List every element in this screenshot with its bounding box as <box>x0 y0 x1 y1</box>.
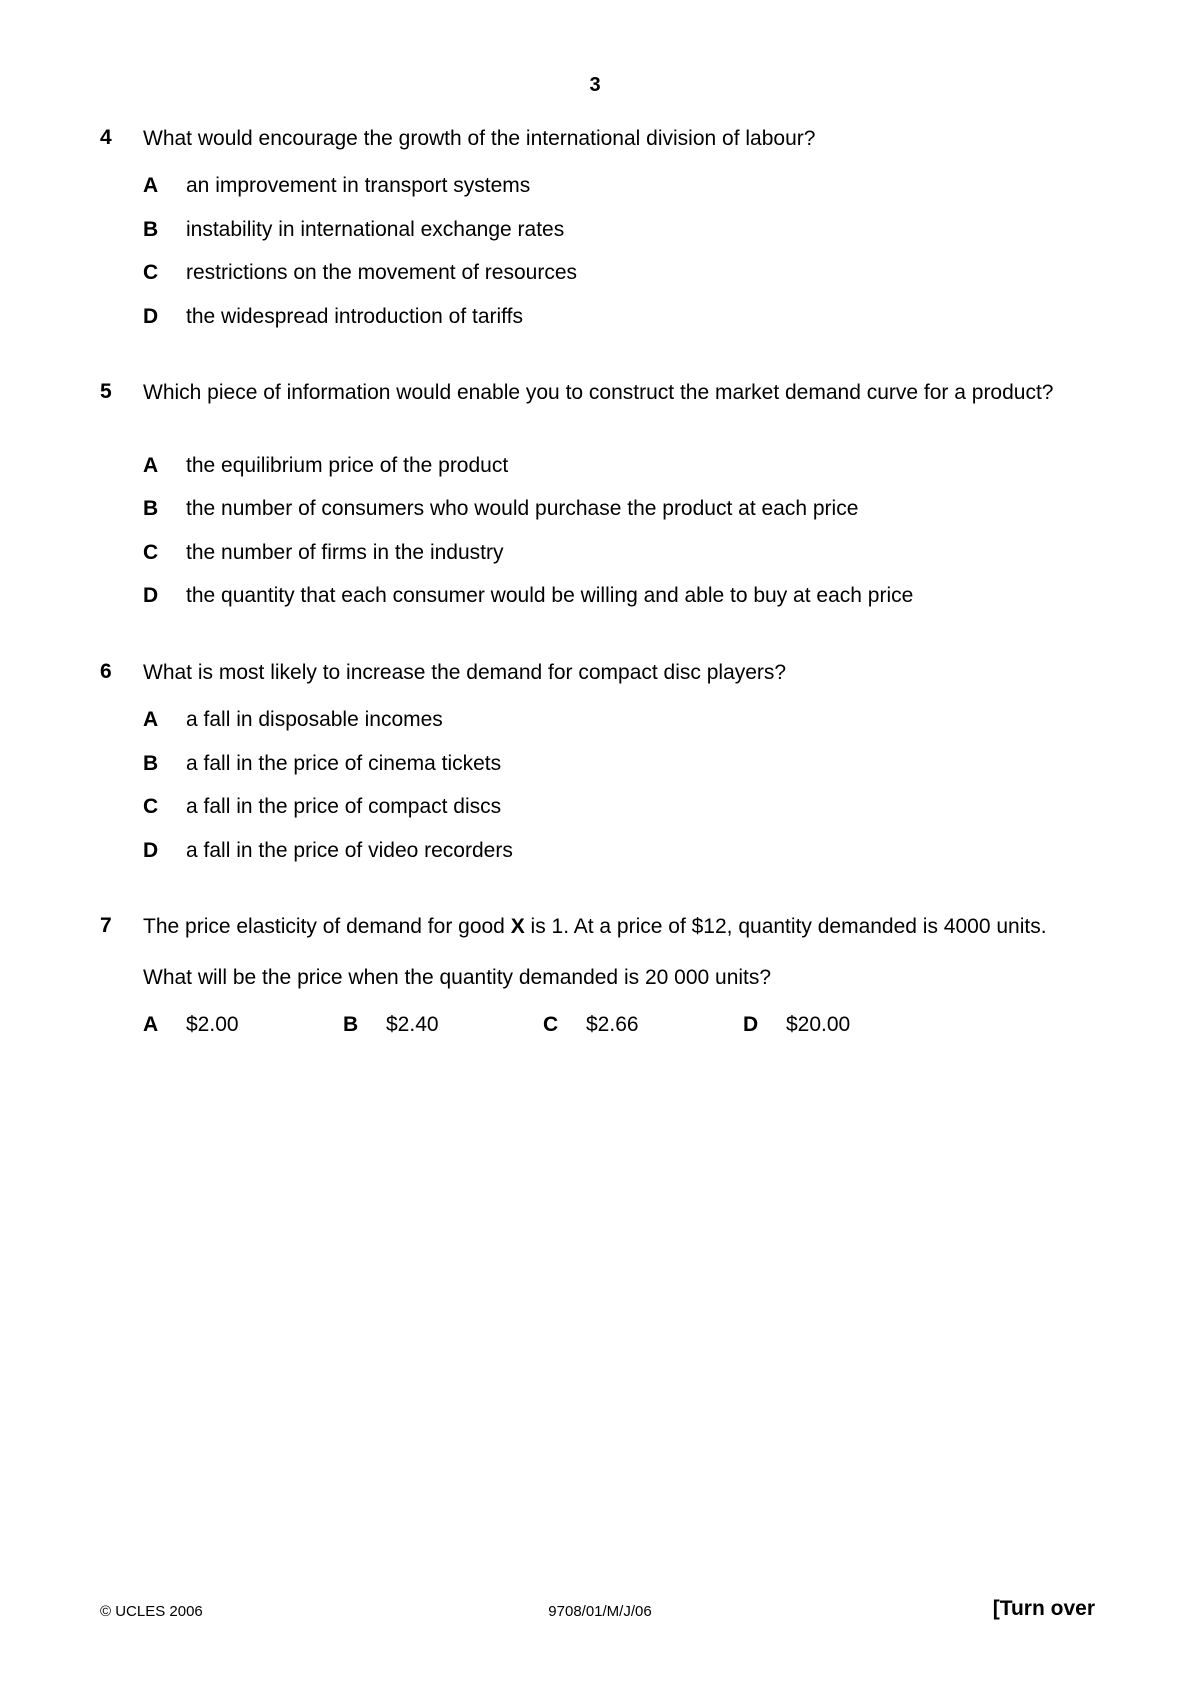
option-letter: A <box>143 174 159 197</box>
option-text: instability in international exchange rates <box>186 218 565 241</box>
option-letter: A <box>143 1013 159 1036</box>
option-text: a fall in the price of compact discs <box>186 795 502 818</box>
option-text: an improvement in transport systems <box>186 174 531 197</box>
option-letter: D <box>143 839 159 862</box>
option-letter: D <box>143 584 159 607</box>
stem-text: is 1. At a price of $12, quantity demanded is 4000 units. <box>524 915 1047 938</box>
question-stem: What would encourage the growth of the international division of labour? <box>143 127 816 150</box>
option-text: the widespread introduction of tariffs <box>186 305 523 328</box>
stem-text: The price elasticity of demand for good <box>143 915 511 938</box>
option-letter: A <box>143 708 159 731</box>
option-text: $20.00 <box>786 1013 851 1036</box>
question-number: 5 <box>100 380 112 403</box>
good-label: X <box>510 915 525 938</box>
question-number: 7 <box>100 914 112 937</box>
question-stem: What is most likely to increase the demand for compact disc players? <box>143 661 787 684</box>
option-letter: B <box>143 218 159 241</box>
turn-over-label: [Turn over <box>992 1597 1095 1620</box>
option-text: $2.00 <box>186 1013 239 1036</box>
option-letter: B <box>143 497 159 520</box>
page-number: 3 <box>589 74 601 96</box>
option-text: the quantity that each consumer would be willing and able to buy at each price <box>186 584 914 607</box>
option-a <box>143 1012 239 1037</box>
option-letter: C <box>143 541 159 564</box>
option-b <box>343 1012 439 1037</box>
option-text: the number of firms in the industry <box>186 541 504 564</box>
option-d <box>743 1012 850 1037</box>
option-text: a fall in the price of cinema tickets <box>186 752 502 775</box>
option-text: $2.66 <box>586 1013 639 1036</box>
option-c <box>543 1012 639 1037</box>
option-letter: D <box>143 305 159 328</box>
question-stem: Which piece of information would enable you to construct the market demand curve for a product? <box>143 381 1054 404</box>
option-letter: B <box>143 752 159 775</box>
copyright-notice: © UCLES 2006 <box>100 1603 203 1620</box>
question-number: 4 <box>100 126 112 149</box>
question-number: 6 <box>100 660 112 683</box>
question-stem <box>143 914 1096 939</box>
option-letter: D <box>743 1013 759 1036</box>
question-prompt: What will be the price when the quantity demanded is 20 000 units? <box>143 966 772 989</box>
option-letter: C <box>143 261 159 284</box>
paper-code: 9708/01/M/J/06 <box>548 1603 652 1620</box>
option-text: the number of consumers who would purchase the product at each price <box>186 497 859 520</box>
option-text: a fall in disposable incomes <box>186 708 443 731</box>
option-text: restrictions on the movement of resources <box>186 261 578 284</box>
option-text: a fall in the price of video recorders <box>186 839 513 862</box>
option-text: $2.40 <box>386 1013 439 1036</box>
option-text: the equilibrium price of the product <box>186 454 509 477</box>
option-letter: A <box>143 454 159 477</box>
option-letter: B <box>343 1013 359 1036</box>
option-letter: C <box>143 795 159 818</box>
option-letter: C <box>543 1013 559 1036</box>
